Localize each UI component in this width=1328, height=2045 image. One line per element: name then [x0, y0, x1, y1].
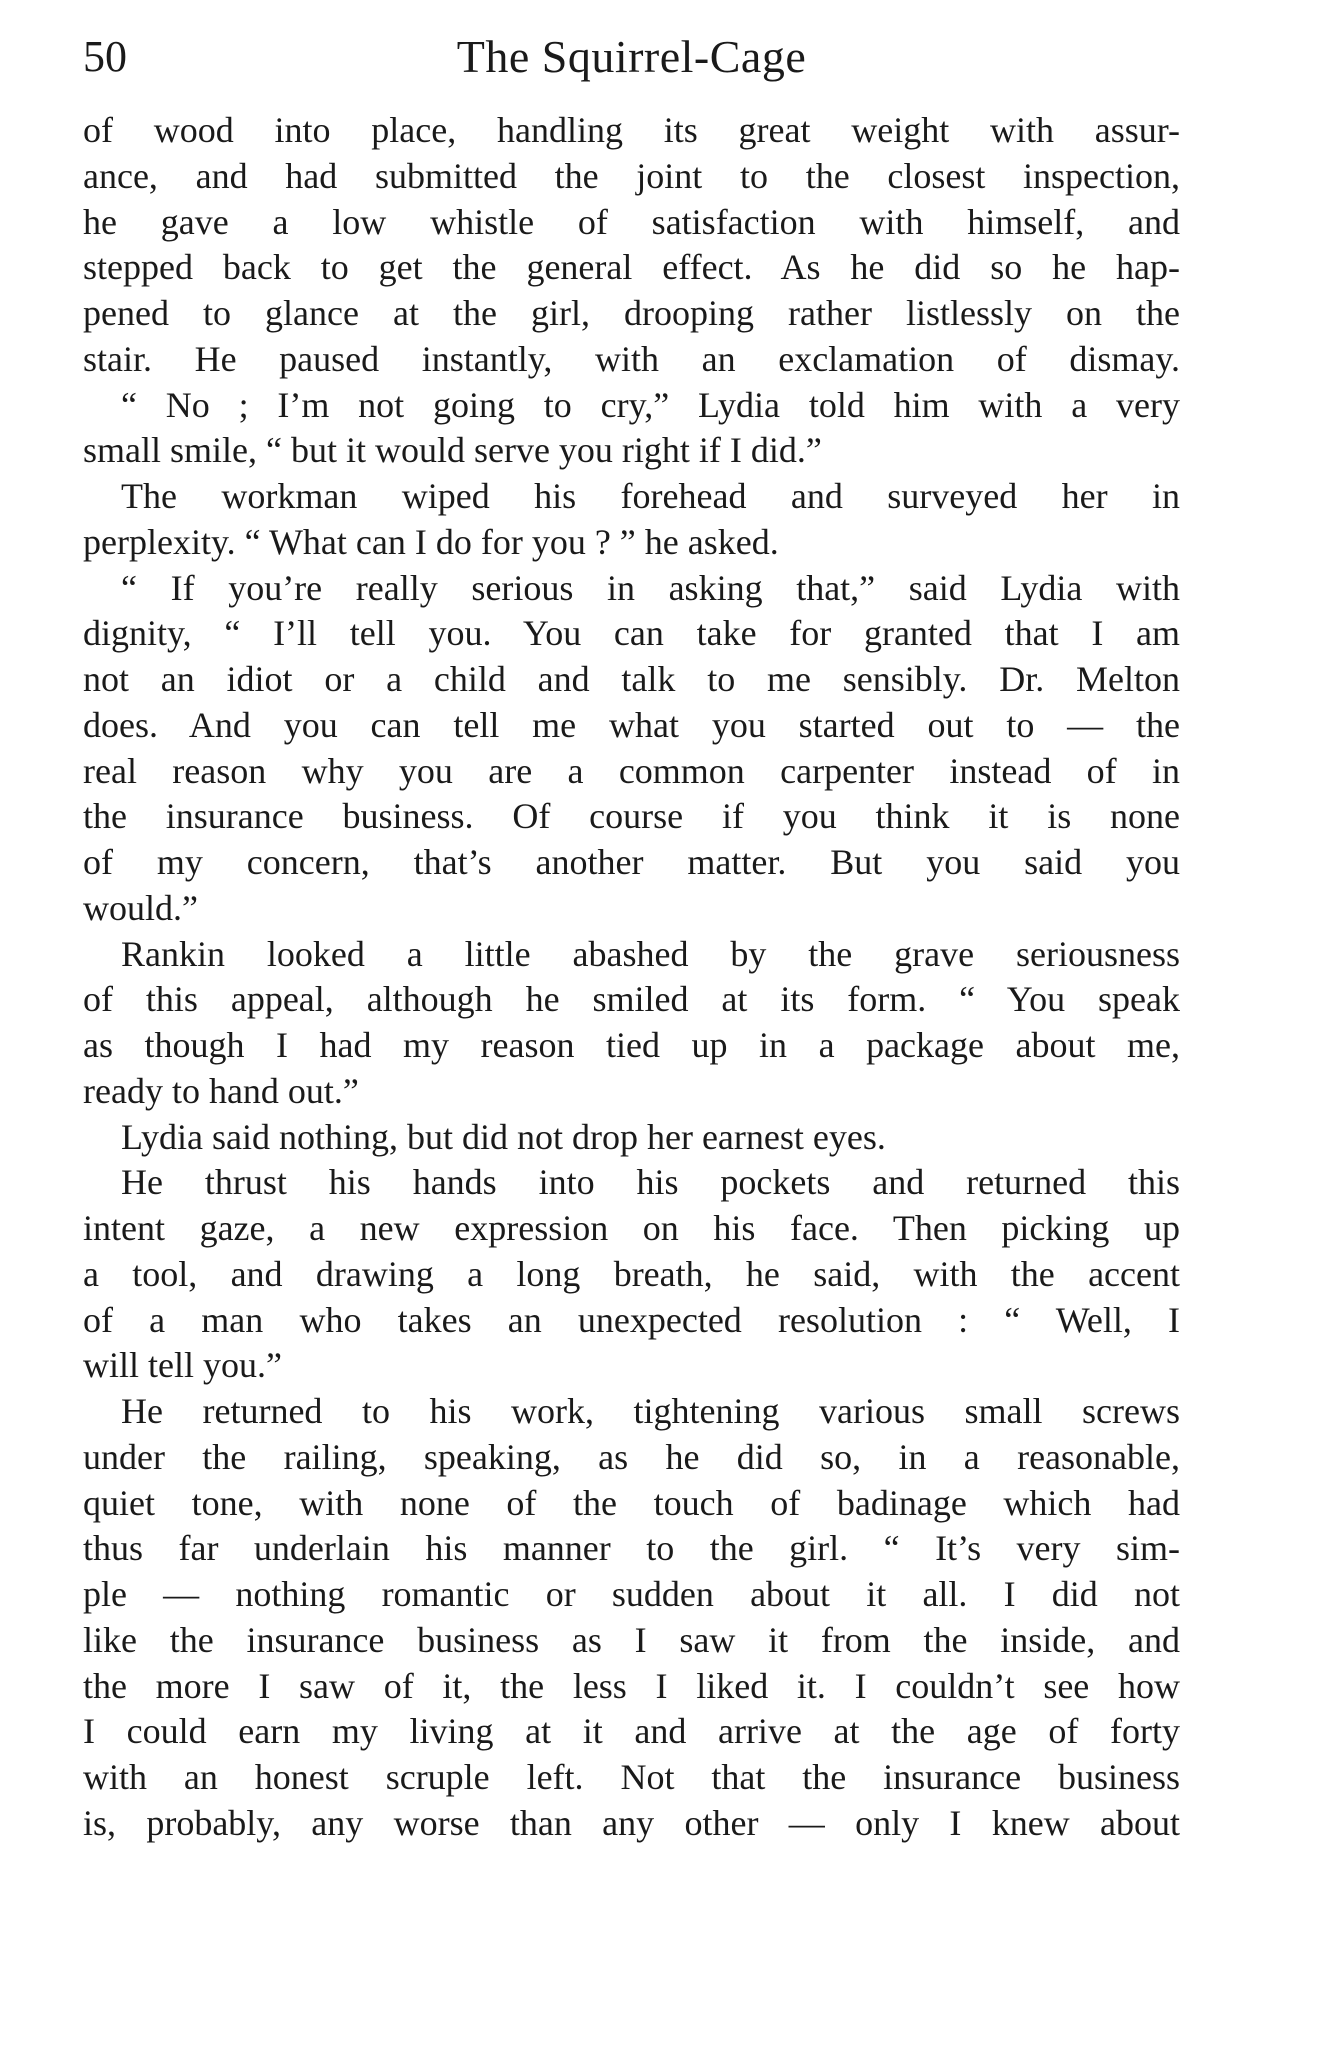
text-line: the more I saw of it, the less I liked it. I couldn’t see how	[83, 1665, 1180, 1706]
text-line: he gave a low whistle of satisfaction with himself, and	[83, 201, 1180, 242]
text-line: thus far underlain his manner to the girl. “ It’s very sim-	[83, 1528, 1180, 1569]
text-line: pened to glance at the girl, drooping rather listlessly on the	[83, 293, 1180, 333]
page-header	[83, 22, 1180, 92]
text-line: of a man who takes an unexpected resolution : “ Well, I	[83, 1299, 1180, 1340]
text-line: stepped back to get the general effect. As he did so he hap-	[83, 247, 1180, 288]
text-line: under the railing, speaking, as he did so, in a reasonable,	[83, 1436, 1180, 1477]
text-line: real reason why you are a common carpenter instead of in	[83, 750, 1180, 791]
text-line: ple — nothing romantic or sudden about it all. I did not	[83, 1574, 1180, 1614]
text-line: ready to hand out.”	[83, 1070, 359, 1111]
text-line: quiet tone, with none of the touch of badinage which had	[83, 1482, 1180, 1523]
text-line: ance, and had submitted the joint to the closest inspection,	[83, 155, 1180, 196]
text-line: of wood into place, handling its great weight with assur-	[83, 110, 1180, 150]
text-line: of this appeal, although he smiled at its form. “ You speak	[83, 979, 1180, 1020]
text-line: small smile, “ but it would serve you right if I did.”	[83, 430, 822, 471]
text-line: intent gaze, a new expression on his face. Then picking up	[83, 1208, 1180, 1248]
text-line: dignity, “ I’ll tell you. You can take for granted that I am	[83, 613, 1180, 654]
text-line: He returned to his work, tightening various small screws	[121, 1391, 1180, 1431]
running-title: The Squirrel-Cage	[456, 31, 807, 82]
text-line: not an idiot or a child and talk to me sensibly. Dr. Melton	[83, 659, 1180, 699]
text-line: “ No ; I’m not going to cry,” Lydia told him with a very	[121, 384, 1180, 425]
text-line: would.”	[83, 887, 198, 928]
page-number: 50	[83, 32, 127, 81]
text-line: is, probably, any worse than any other — only I knew about	[83, 1802, 1180, 1843]
text-line: like the insurance business as I saw it from the inside, and	[83, 1619, 1180, 1660]
text-line: as though I had my reason tied up in a package about me,	[83, 1025, 1180, 1065]
text-line: He thrust his hands into his pockets and returned this	[121, 1162, 1180, 1203]
text-line: a tool, and drawing a long breath, he said, with the accent	[83, 1253, 1180, 1294]
text-line: Rankin looked a little abashed by the grave seriousness	[121, 933, 1180, 974]
text-line: stair. He paused instantly, with an exclamation of dismay.	[83, 338, 1180, 379]
text-line: I could earn my living at it and arrive at the age of forty	[83, 1711, 1180, 1752]
text-line: will tell you.”	[83, 1345, 282, 1386]
text-line: of my concern, that’s another matter. But you said you	[83, 842, 1180, 882]
text-line: Lydia said nothing, but did not drop her earnest eyes.	[121, 1116, 886, 1157]
text-line: the insurance business. Of course if you think it is none	[83, 796, 1180, 837]
text-line: does. And you can tell me what you started out to — the	[83, 704, 1180, 745]
text-line: perplexity. “ What can I do for you ? ” he asked.	[83, 521, 779, 562]
body-text	[83, 108, 1180, 1847]
text-line: “ If you’re really serious in asking that,” said Lydia with	[121, 567, 1180, 608]
text-line: with an honest scruple left. Not that the insurance business	[83, 1757, 1180, 1797]
text-line: The workman wiped his forehead and surveyed her in	[121, 476, 1180, 516]
